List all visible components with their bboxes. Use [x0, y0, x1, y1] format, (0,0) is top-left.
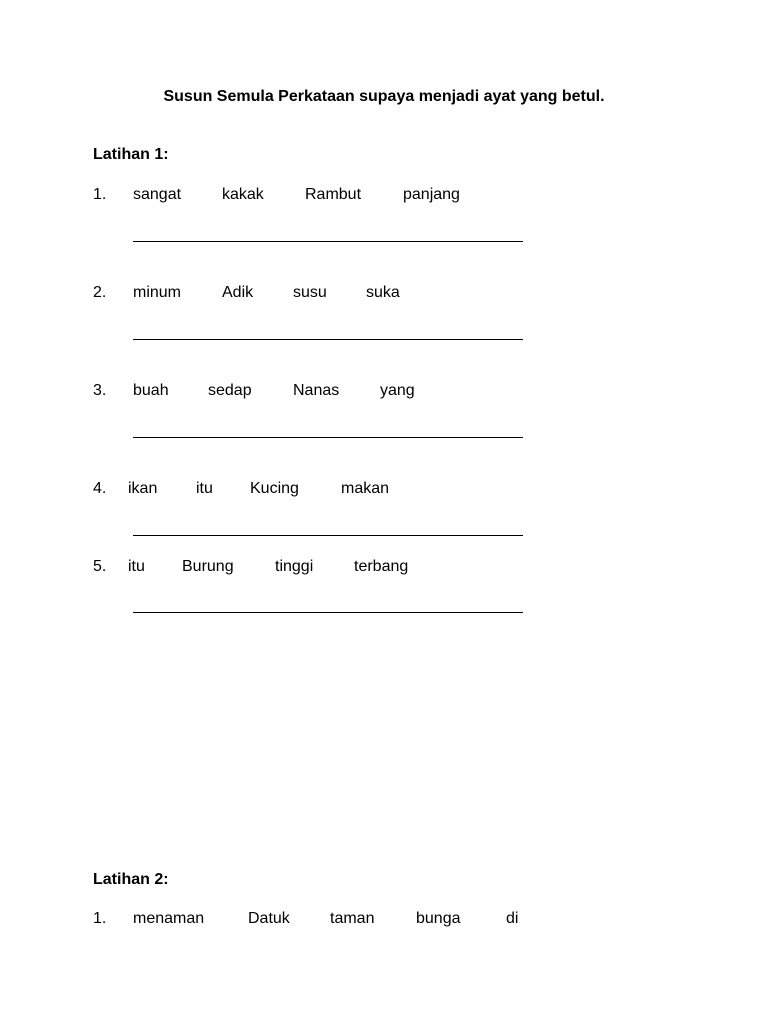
- word: Datuk: [248, 910, 290, 927]
- word: bunga: [416, 910, 461, 927]
- section-heading-latihan-2: Latihan 2:: [93, 871, 169, 888]
- question-number: 2.: [93, 284, 107, 301]
- word: tinggi: [275, 558, 314, 575]
- word: menaman: [133, 910, 205, 927]
- question-number: 1.: [93, 186, 107, 203]
- word: kakak: [222, 186, 264, 203]
- answer-line[interactable]: [133, 241, 523, 242]
- word: sedap: [208, 382, 252, 399]
- word: sangat: [133, 186, 182, 203]
- word: makan: [341, 480, 390, 497]
- word: Adik: [222, 284, 254, 301]
- word: panjang: [403, 186, 460, 203]
- word: di: [506, 910, 519, 927]
- page-title: Susun Semula Perkataan supaya menjadi ayat yang betul.: [163, 88, 605, 105]
- question-number: 3.: [93, 382, 107, 399]
- question-number: 4.: [93, 480, 107, 497]
- word: yang: [380, 382, 415, 399]
- answer-line[interactable]: [133, 339, 523, 340]
- question-number: 5.: [93, 558, 107, 575]
- answer-line[interactable]: [133, 535, 523, 536]
- word: minum: [133, 284, 182, 301]
- word: ikan: [128, 480, 158, 497]
- word: terbang: [354, 558, 409, 575]
- answer-line[interactable]: [133, 612, 523, 613]
- word: itu: [128, 558, 145, 575]
- word: Burung: [182, 558, 234, 575]
- word: Nanas: [293, 382, 340, 399]
- question-number: 1.: [93, 910, 107, 927]
- word: susu: [293, 284, 327, 301]
- word: suka: [366, 284, 400, 301]
- answer-line[interactable]: [133, 437, 523, 438]
- word: itu: [196, 480, 213, 497]
- word: Kucing: [250, 480, 299, 497]
- section-heading-latihan-1: Latihan 1:: [93, 146, 169, 163]
- word: buah: [133, 382, 169, 399]
- word: taman: [330, 910, 375, 927]
- word: Rambut: [305, 186, 362, 203]
